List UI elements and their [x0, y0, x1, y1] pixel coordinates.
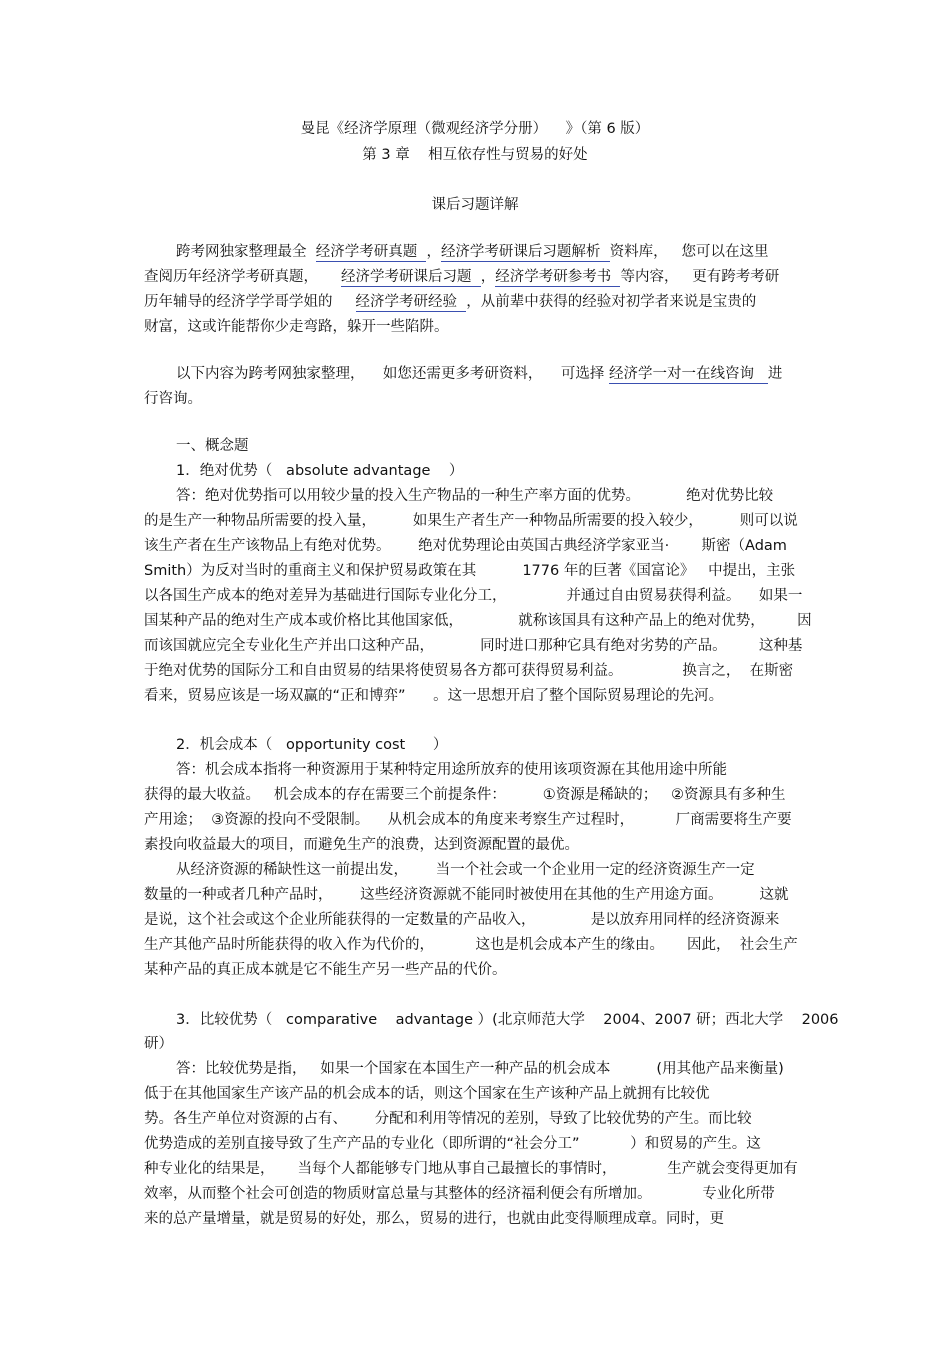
q2-line: 是说，这个社会或这个企业所能获得的一定数量的产品收入， 是以放弃用同样的经济资源来	[144, 912, 780, 928]
q2-line: 某种产品的真正成本就是它不能生产另一些产品的代价。	[144, 962, 507, 978]
notice-line-1: 以下内容为跨考网独家整理， 如您还需更多考研资料， 可选择 经济学一对一在线咨询 进	[176, 366, 783, 382]
link-exam-questions[interactable]: 经济学考研真题	[315, 244, 427, 260]
q2-line: 答：机会成本指将一种资源用于某种特定用途所放弃的使用该项资源在其他用途中所能	[176, 762, 727, 778]
q2-line: 数量的一种或者几种产品时， 这些经济资源就不能同时被使用在其他的生产用途方面。 这就	[144, 887, 789, 903]
book-title: 曼昆《经济学原理（微观经济学分册） 》（第 6 版）	[300, 121, 650, 137]
q1-line: 的是生产一种物品所需要的投入量， 如果生产者生产一种物品所需要的投入较少， 则可以说	[144, 513, 798, 529]
q1-line: 看来，贸易应该是一场双赢的“正和博弈” 。这一思想开启了整个国际贸易理论的先河。	[144, 688, 724, 704]
q2-line: 从经济资源的稀缺性这一前提出发， 当一个社会或一个企业用一定的经济资源生产一定	[176, 862, 755, 878]
intro-line-2: 查阅历年经济学考研真题， 经济学考研课后习题 ，经济学考研参考书 等内容， 更有跨考考研	[144, 269, 780, 285]
intro-line-4: 财富，这或许能帮你少走弯路，躲开一些陷阱。	[144, 319, 449, 335]
link-online-consult[interactable]: 经济学一对一在线咨询	[608, 366, 768, 382]
link-exercises[interactable]: 经济学考研课后习题	[341, 269, 481, 285]
q1-line: 国某种产品的绝对生产成本或价格比其他国家低， 就称该国具有这种产品上的绝对优势， 因	[144, 613, 812, 629]
intro-line-1: 跨考网独家整理最全 经济学考研真题 ，经济学考研课后习题解析 资料库， 您可以在这里	[176, 244, 769, 260]
q1-line: 答：绝对优势指可以用较少量的投入生产物品的一种生产率方面的优势。 绝对优势比较	[176, 488, 774, 504]
q1-title: 1．绝对优势（ absolute advantage ）	[176, 463, 464, 479]
q2-title: 2．机会成本（ opportunity cost ）	[176, 737, 448, 753]
q2-line: 素投向收益最大的项目，而避免生产的浪费，达到资源配置的最优。	[144, 837, 579, 853]
q3-title: 3．比较优势（ comparative advantage ）(北京师范大学 2004、2007 研；西北大学 2006	[176, 1012, 839, 1028]
q1-line: 而该国就应完全专业化生产并出口这种产品， 同时进口那种它具有绝对劣势的产品。 这种基	[144, 638, 803, 654]
intro-line-3: 历年辅导的经济学学哥学姐的 经济学考研经验 ，从前辈中获得的经验对初学者来说是宝贵的	[144, 294, 757, 310]
notice-line-2: 行咨询。	[144, 391, 202, 407]
q3-line: 效率，从而整个社会可创造的物质财富总量与其整体的经济福利便会有所增加。 专业化所带	[144, 1186, 775, 1202]
q3-line: 低于在其他国家生产该产品的机会成本的话，则这个国家在生产该种产品上就拥有比较优	[144, 1086, 710, 1102]
q2-line: 产用途； ③资源的投向不受限制。 从机会成本的角度来考察生产过程时， 厂商需要将生产要	[144, 812, 792, 828]
q2-line: 获得的最大收益。 机会成本的存在需要三个前提条件： ①资源是稀缺的； ②资源具有多种生	[144, 787, 786, 803]
q3-line: 来的总产量增量，就是贸易的好处，那么，贸易的进行，也就由此变得顺理成章。同时，更	[144, 1211, 724, 1227]
q1-line: Smith）为反对当时的重商主义和保护贸易政策在其 1776 年的巨著《国富论》 中提出，主张	[144, 563, 796, 579]
q1-line: 以各国生产成本的绝对差异为基础进行国际专业化分工， 并通过自由贸易获得利益。 如果一	[144, 588, 803, 604]
chapter-title: 第 3 章 相互依存性与贸易的好处	[362, 147, 588, 163]
q3-line: 种专业化的结果是， 当每个人都能够专门地从事自己最擅长的事情时， 生产就会变得更加有	[144, 1161, 798, 1177]
section-title: 课后习题详解	[431, 197, 519, 213]
q3-line: 答：比较优势是指， 如果一个国家在本国生产一种产品的机会成本 (用其他产品来衡量)	[176, 1061, 784, 1077]
q3-line: 优势造成的差别直接导致了生产产品的专业化（即所谓的“社会分工” ）和贸易的产生。这	[144, 1136, 761, 1152]
link-reference-books[interactable]: 经济学考研参考书	[495, 269, 621, 285]
q3-line: 势。各生产单位对资源的占有、 分配和利用等情况的差别，导致了比较优势的产生。而比较	[144, 1111, 752, 1127]
part1-heading: 一、概念题	[176, 438, 249, 454]
q2-line: 生产其他产品时所能获得的收入作为代价的， 这也是机会成本产生的缘由。 因此， 社会生产	[144, 937, 798, 953]
q1-line: 该生产者在生产该物品上有绝对优势。 绝对优势理论由英国古典经济学家亚当· 斯密（Adam	[144, 538, 787, 554]
q3-title-cont: 研）	[144, 1036, 173, 1052]
link-exercise-solutions[interactable]: 经济学考研课后习题解析	[440, 244, 610, 260]
link-exam-experience[interactable]: 经济学考研经验	[355, 294, 467, 310]
q1-line: 于绝对优势的国际分工和自由贸易的结果将使贸易各方都可获得贸易利益。 换言之， 在斯密	[144, 663, 794, 679]
